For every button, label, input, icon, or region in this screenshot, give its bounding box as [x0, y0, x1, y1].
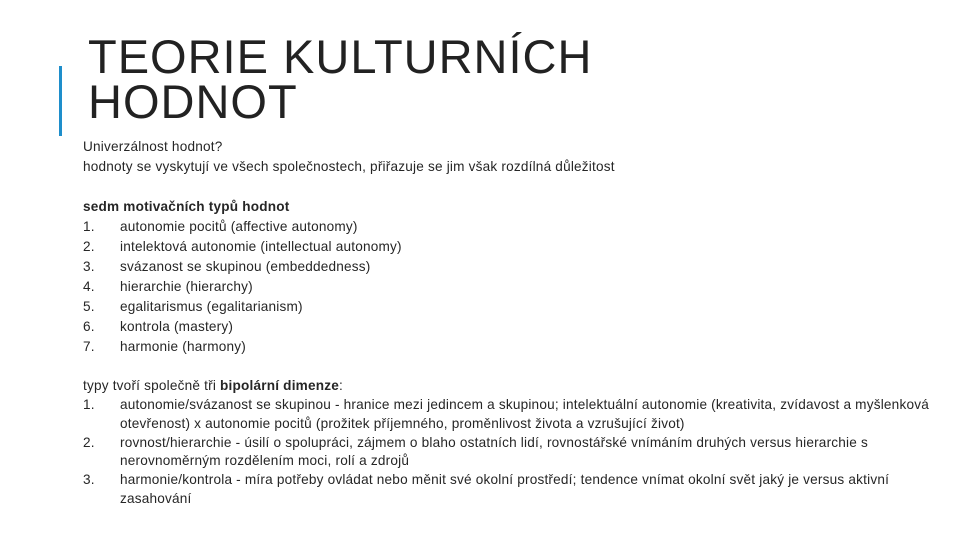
list-number: 1.	[83, 219, 95, 234]
dimensions-list	[83, 396, 953, 509]
title-line-2: HODNOT	[88, 75, 298, 128]
list-number: 2.	[83, 434, 95, 450]
list-number: 3.	[83, 472, 95, 488]
list-text: intelektová autonomie (intellectual autonomy)	[120, 239, 402, 254]
list-number: 4.	[83, 279, 95, 294]
spacer	[83, 357, 953, 376]
list-text: kontrola (mastery)	[120, 319, 234, 334]
list-item	[83, 471, 953, 509]
list-number: 3.	[83, 259, 95, 274]
types-heading: sedm motivačních typů hodnot	[83, 199, 290, 214]
dimensions-intro-prefix: typy tvoří společně tři	[83, 378, 221, 393]
title-accent-bar	[59, 66, 62, 136]
list-text: autonomie pocitů (affective autonomy)	[120, 219, 358, 234]
list-item	[83, 237, 953, 257]
slide-title	[88, 30, 888, 128]
list-item	[83, 337, 953, 357]
list-text: egalitarismus (egalitarianism)	[120, 299, 303, 314]
list-text: rovnost/hierarchie - úsilí o spolupráci, zájmem o blaho ostatních lidí, rovnostářské vnímáním druhých versus hierarchie s nerovnoměrným rozdělením moci, rolí a zdrojů	[120, 434, 869, 469]
list-number: 1.	[83, 397, 95, 412]
list-number: 5.	[83, 299, 95, 314]
slide-content	[83, 137, 953, 509]
list-number: 2.	[83, 239, 95, 254]
types-list	[83, 217, 953, 357]
question-text: Univerzálnost hodnot?	[83, 139, 223, 154]
list-text: autonomie/svázanost se skupinou - hranice mezi jedincem a skupinou; intelektuální autonomie (kreativita, zvídavost a myšlenková otevřenost) x autonomie pocitů (prožitek příjemného, proměnlivost života a vzrušující život)	[120, 397, 929, 431]
list-number: 6.	[83, 319, 95, 334]
list-text: hierarchie (hierarchy)	[120, 279, 253, 294]
list-item	[83, 297, 953, 317]
title-line-1: TEORIE KULTURNÍCH	[88, 30, 593, 83]
spacer	[83, 177, 953, 197]
dimensions-intro-suffix: :	[338, 378, 343, 393]
list-item	[83, 434, 953, 472]
dimensions-intro-bold: bipolární dimenze	[220, 378, 339, 393]
list-text: harmonie (harmony)	[120, 339, 246, 354]
list-number: 7.	[83, 339, 95, 354]
list-item	[83, 277, 953, 297]
dimensions-intro	[83, 376, 953, 396]
statement-text: hodnoty se vyskytují ve všech společnostech, přiřazuje se jim však rozdílná důležitost	[83, 159, 615, 174]
list-text: harmonie/kontrola - míra potřeby ovládat nebo měnit své okolní prostředí; tendence vnímat okolní svět jaký je versus aktivní zasahování	[120, 472, 890, 506]
list-item	[83, 396, 953, 434]
list-item	[83, 317, 953, 337]
list-item	[83, 217, 953, 237]
list-text: svázanost se skupinou (embeddedness)	[120, 259, 371, 274]
list-item	[83, 257, 953, 277]
